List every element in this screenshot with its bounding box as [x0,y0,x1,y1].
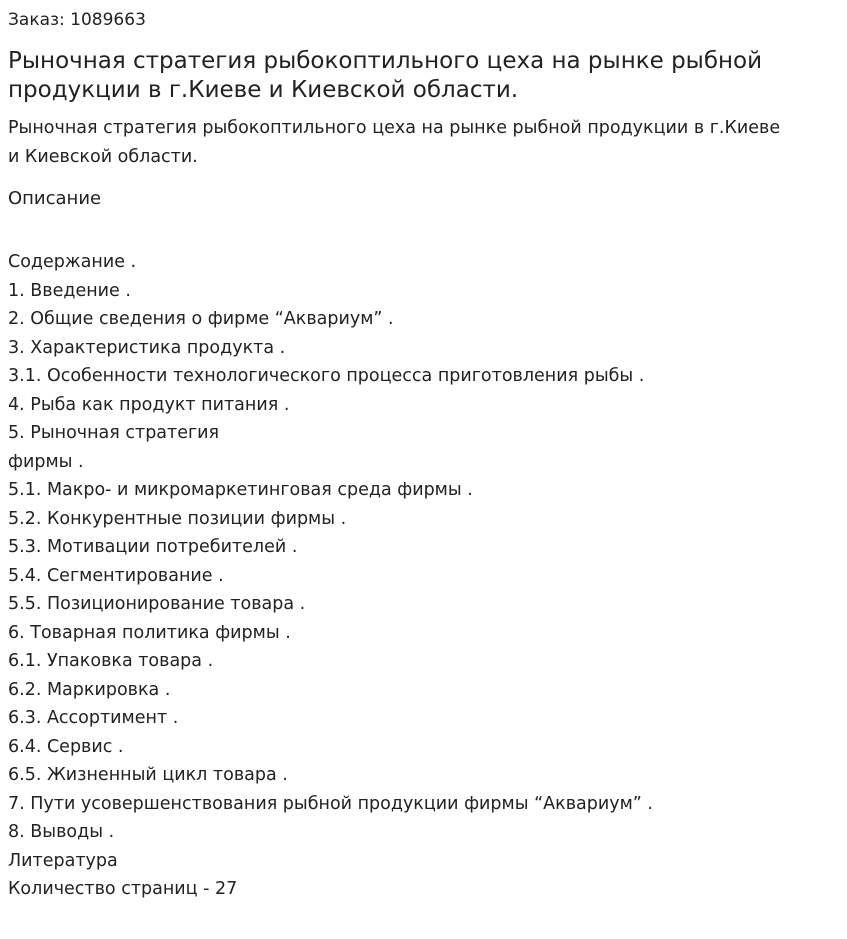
toc-item: Литература [8,850,118,871]
toc-item: 3.1. Особенности технологического процесса приготовления рыбы . [8,366,645,386]
toc-item: 3. Характеристика продукта . [8,337,286,358]
order-number: Заказ: 1089663 [8,10,146,30]
toc-item: 6.3. Ассортимент . [8,708,179,728]
toc-item: 1. Введение . [8,280,131,301]
toc-item: 2. Общие сведения о фирме “Аквариум” . [8,309,394,329]
page-count: Количество страниц - 27 [8,879,238,899]
toc-item: 7. Пути усовершенствования рыбной продукции фирмы “Аквариум” . [8,793,653,814]
toc-item: 5. Рыночная стратегия [8,423,220,443]
description-heading: Описание [8,188,102,209]
toc-item: 5.1. Макро- и микромаркетинговая среда фирмы . [8,480,473,500]
page-subtitle: Рыночная стратегия рыбокоптильного цеха на рынке рыбной продукции в г.Киеве и Киевской области. [8,118,781,167]
toc-item: 4. Рыба как продукт питания . [8,394,290,415]
toc-item: 6. Товарная политика фирмы . [8,622,291,643]
toc-item: фирмы . [8,451,84,472]
toc-item: 6.5. Жизненный цикл товара . [8,765,288,785]
toc-item: 6.2. Маркировка . [8,679,171,700]
toc-item: 5.2. Конкурентные позиции фирмы . [8,508,347,529]
toc-item: 6.1. Упаковка товара . [8,651,214,671]
page-title: Рыночная стратегия рыбокоптильного цеха на рынке рыбной продукции в г.Киеве и Киевской области. [8,48,763,103]
toc-item: 5.5. Позиционирование товара . [8,594,306,614]
toc-item: 5.4. Сегментирование . [8,565,224,586]
table-of-contents [8,248,653,904]
toc-item: 8. Выводы . [8,822,115,842]
toc-item: 6.4. Сервис . [8,736,124,757]
toc-item: 5.3. Мотивации потребителей . [8,537,298,557]
toc-item: Содержание . [8,252,137,272]
